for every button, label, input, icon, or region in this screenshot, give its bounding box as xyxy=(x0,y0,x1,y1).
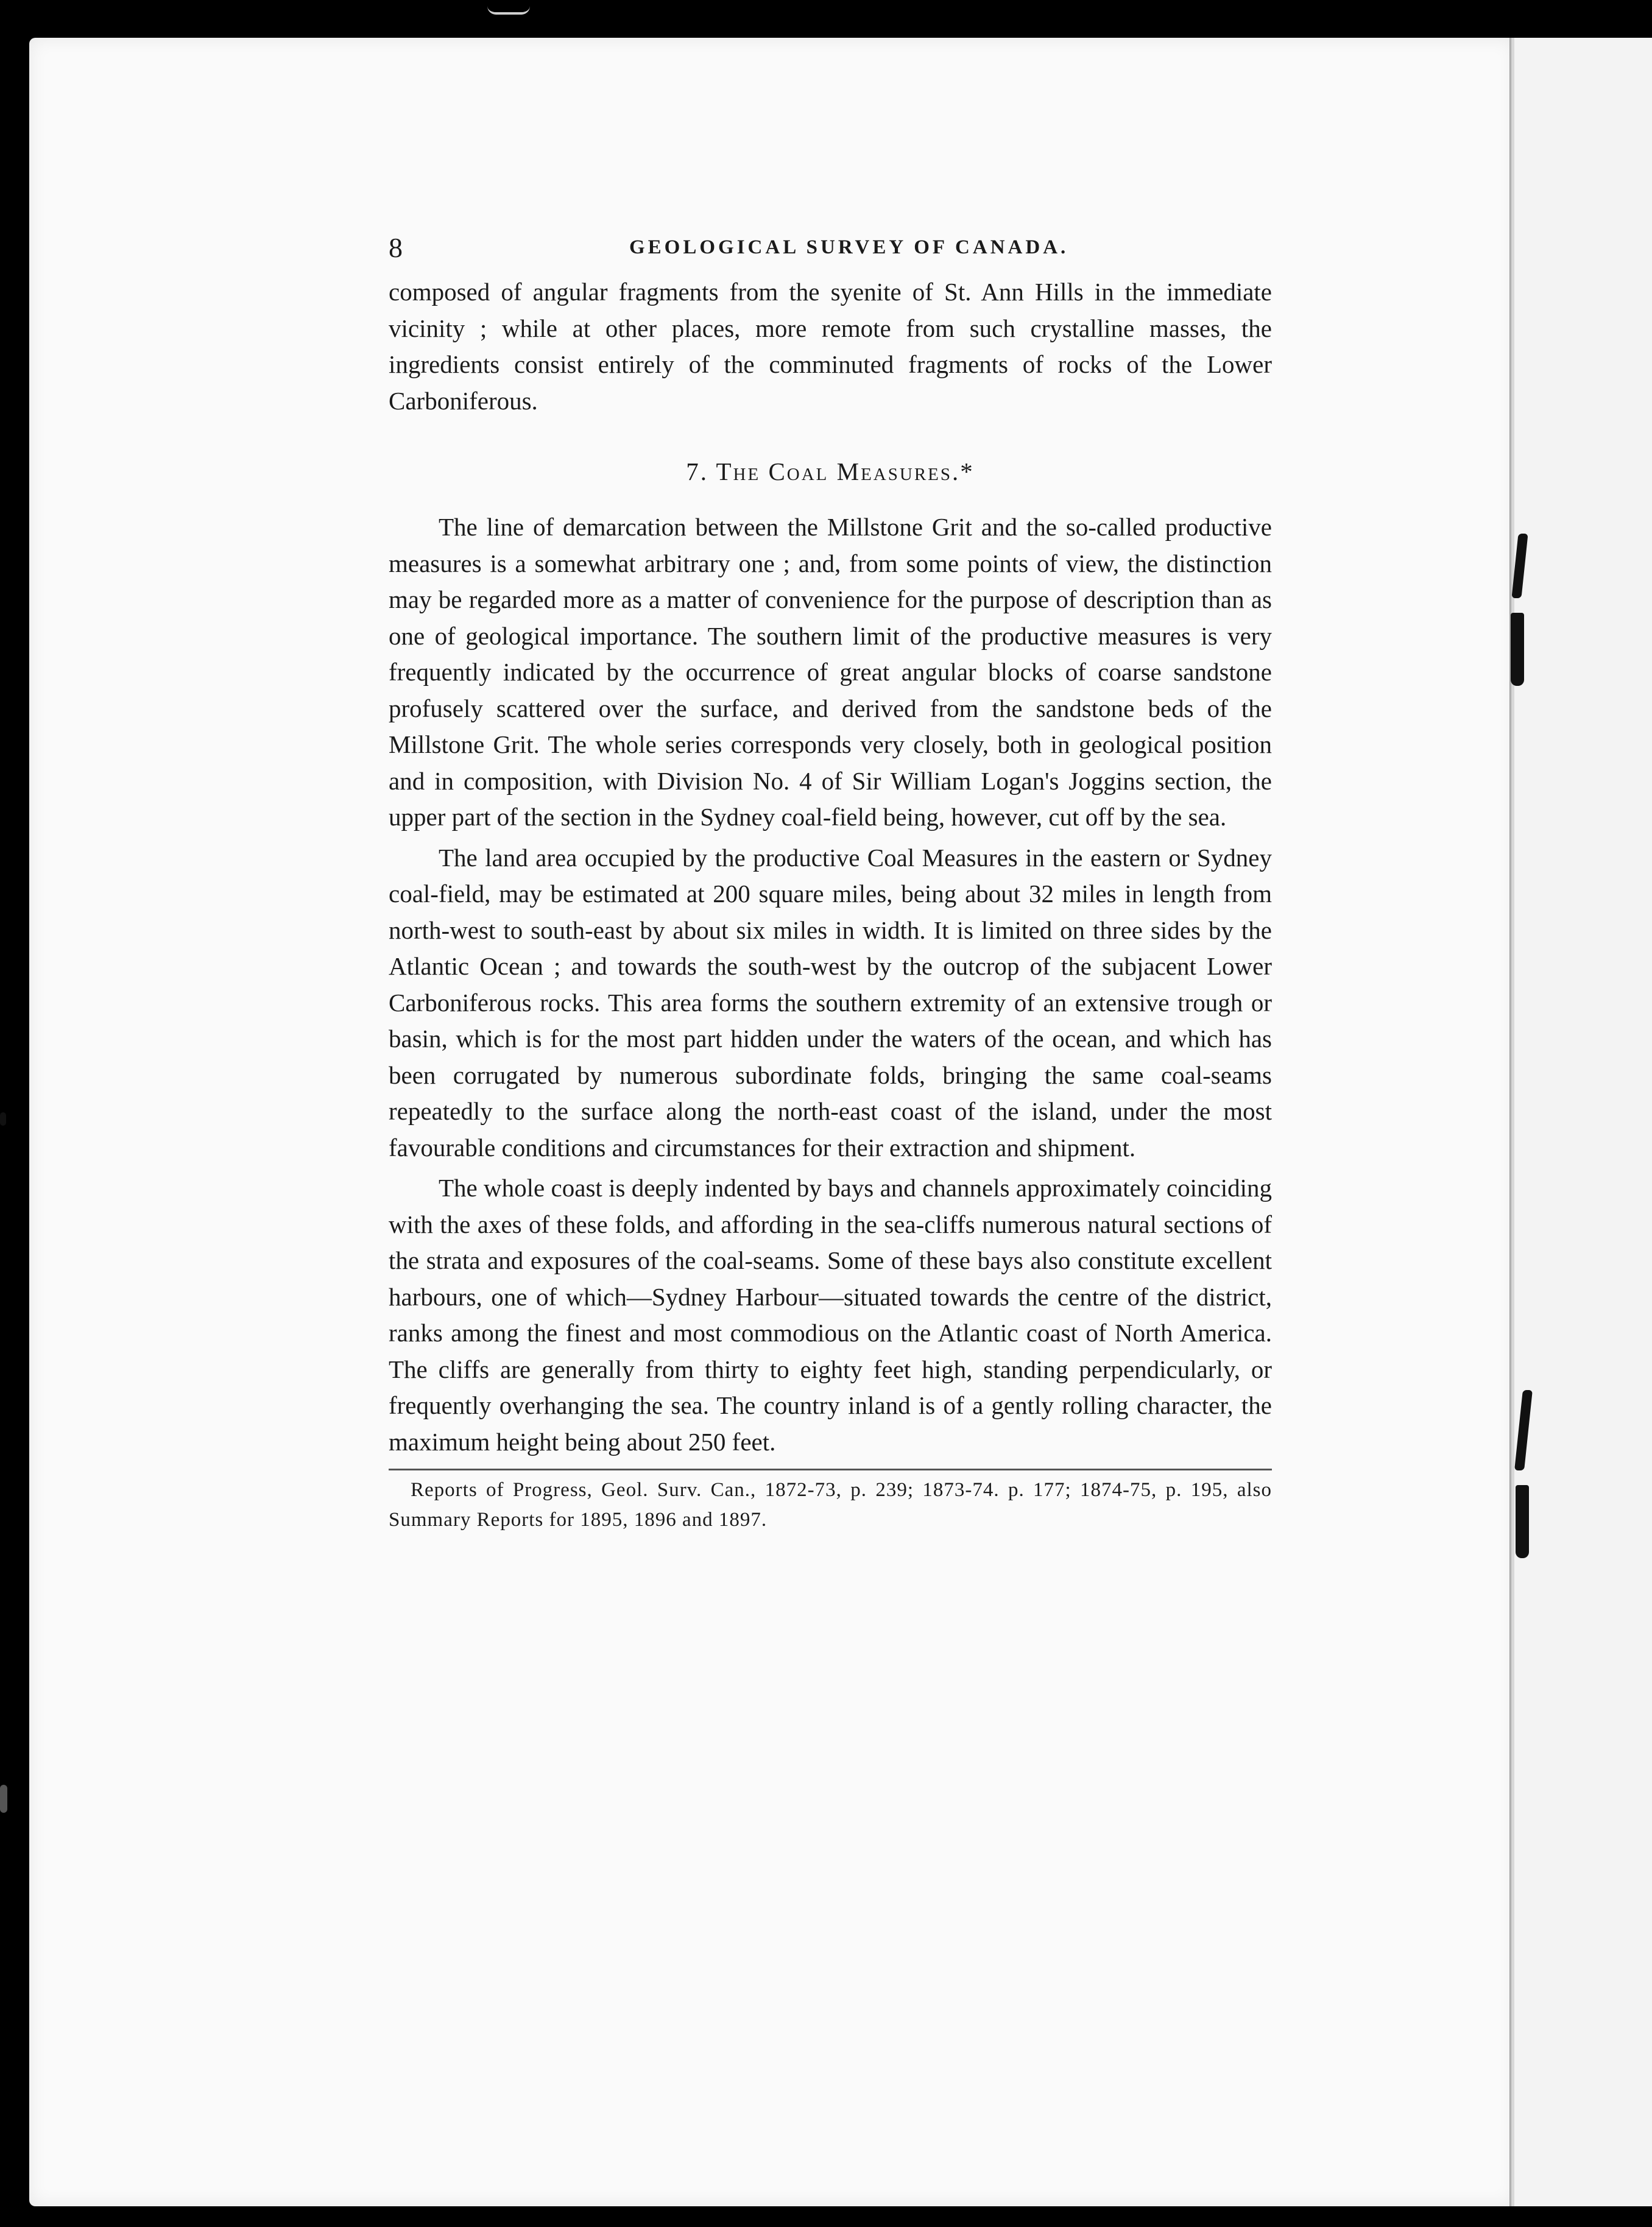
footnote-rule xyxy=(389,1469,1272,1470)
scan-mark-left-1 xyxy=(0,1112,6,1126)
scan-mark-upper-2 xyxy=(1511,613,1524,686)
page-number: 8 xyxy=(389,232,403,263)
scan-mark-lower-2 xyxy=(1516,1485,1529,1558)
adjacent-page-edge xyxy=(1512,38,1652,2206)
section-heading: 7. The Coal Measures.* xyxy=(686,457,975,485)
scan-mark-left-2 xyxy=(0,1785,7,1813)
running-head-title: GEOLOGICAL SURVEY OF CANADA. xyxy=(629,236,1069,258)
footnote: Reports of Progress, Geol. Surv. Can., 1872-73, p. 239; 1873-74. p. 177; 1874-75, p. 195, also Summary Reports for 1895, 1896 and 1897. xyxy=(389,1479,1272,1531)
opening-paragraph: composed of angular fragments from the syenite of St. Ann Hills in the immediate vicinity ; while at other places, more remote from such crystalline masses, the ingredients consist entirely of the comminuted fragments of rocks of the Lower Carboniferous. xyxy=(389,278,1272,415)
page-content xyxy=(389,231,1272,1535)
scan-artifact-top xyxy=(487,6,530,15)
body-paragraph-1: The line of demarcation between the Millstone Grit and the so-called productive measures is a somewhat arbitrary one ; and, from some points of view, the distinction may be regarded more as a matter of convenience for the purpose of description than as one of geological importance. The southern limit of the productive measures is very frequently indicated by the occurrence of great angular blocks of coarse sandstone profusely scattered over the surface, and derived from the sandstone beds of the Millstone Grit. The whole series corresponds very closely, both in geological position and in composition, with Division No. 4 of Sir William Logan's Joggins section, the upper part of the section in the Sydney coal-field being, however, cut off by the sea. xyxy=(389,513,1272,831)
body-paragraph-3: The whole coast is deeply indented by bays and channels approximately coinciding with the axes of these folds, and affording in the sea-cliffs numerous natural sections of the strata and exposures of the coal-seams. Some of these bays also constitute excellent harbours, one of which—Sydney Harbour—situated towards the centre of the district, ranks among the finest and most commodious on the Atlantic coast of North America. The cliffs are generally from thirty to eighty feet high, standing perpendicularly, or frequently overhanging the sea. The country inland is of a gently rolling character, the maximum height being about 250 feet. xyxy=(389,1174,1272,1456)
body-paragraph-2: The land area occupied by the productive Coal Measures in the eastern or Sydney coal-field, may be estimated at 200 square miles, being about 32 miles in length from north-west to south-east by about six miles in width. It is limited on three sides by the Atlantic Ocean ; and towards the south-west by the outcrop of the subjacent Lower Carboniferous rocks. This area forms the southern extremity of an extensive trough or basin, which is for the most part hidden under the waters of the ocean, and which has been corrugated by numerous subordinate folds, bringing the same coal-seams repeatedly to the surface along the north-east coast of the island, under the most favourable conditions and circumstances for their extraction and shipment. xyxy=(389,843,1272,1162)
running-head xyxy=(389,231,1272,274)
